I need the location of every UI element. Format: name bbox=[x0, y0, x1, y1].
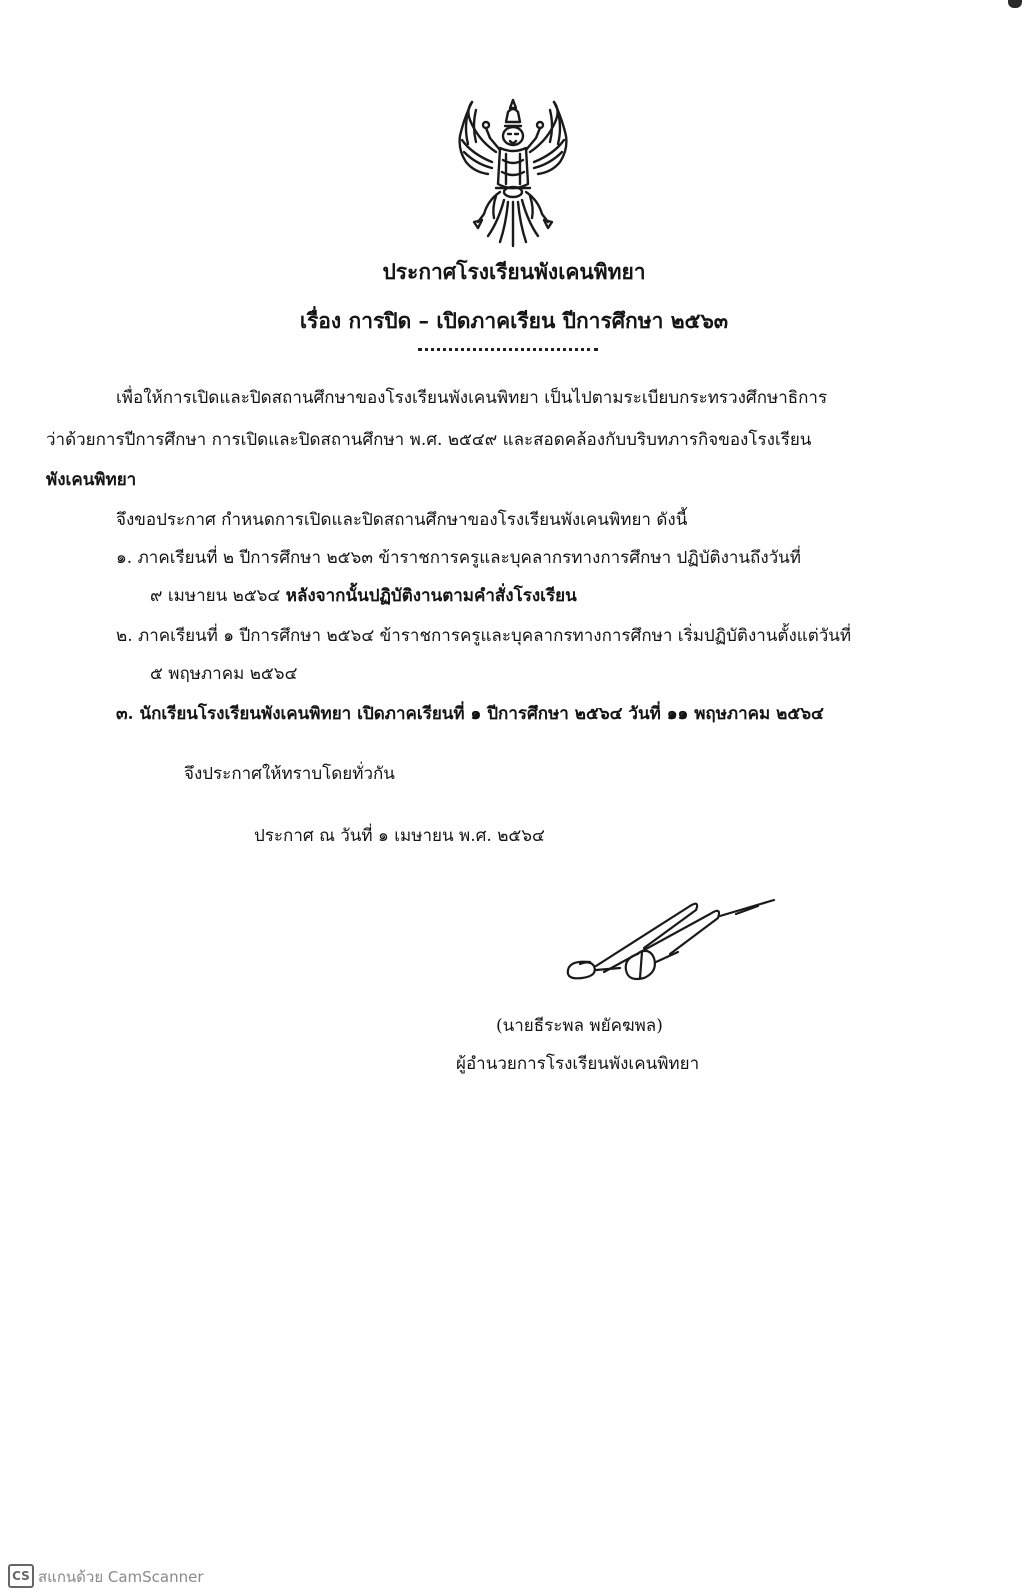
announcement-date: ประกาศ ณ วันที่ ๑ เมษายน พ.ศ. ๒๕๖๔ bbox=[254, 826, 545, 846]
signer-name: (นายธีระพล พยัคฆพล) bbox=[496, 1016, 663, 1036]
page-edge-mark bbox=[1008, 0, 1022, 8]
signer-position: ผู้อำนวยการโรงเรียนพังเคนพิทยา bbox=[456, 1054, 700, 1074]
garuda-emblem-icon bbox=[448, 92, 578, 250]
camscanner-watermark: สแกนด้วย CamScanner bbox=[38, 1568, 204, 1586]
closing-line: จึงประกาศให้ทราบโดยทั่วกัน bbox=[184, 764, 395, 784]
document-title: ประกาศโรงเรียนพังเคนพิทยา bbox=[382, 259, 646, 284]
list-item-3-line-1: ๓. นักเรียนโรงเรียนพังเคนพิทยา เปิดภาคเรียนที่ ๑ ปีการศึกษา ๒๕๖๔ วันที่ ๑๑ พฤษภาคม ๒๕๖๔ bbox=[116, 704, 824, 724]
list-item-1-line-1: ๑. ภาคเรียนที่ ๒ ปีการศึกษา ๒๕๖๓ ข้าราชการครูและบุคลากรทางการศึกษา ปฏิบัติงานถึงวันที่ bbox=[116, 548, 801, 568]
intro-line-3: พังเคนพิทยา bbox=[46, 470, 137, 490]
camscanner-logo-icon: CS bbox=[8, 1564, 34, 1588]
list-item-1-date: ๙ เมษายน ๒๕๖๔ bbox=[150, 586, 286, 606]
intro-line-1: เพื่อให้การเปิดและปิดสถานศึกษาของโรงเรียนพังเคนพิทยา เป็นไปตามระเบียบกระทรวงศึกษาธิการ bbox=[116, 388, 828, 408]
title-separator bbox=[418, 348, 598, 351]
document-subject: เรื่อง การปิด – เปิดภาคเรียน ปีการศึกษา ๒๕๖๓ bbox=[299, 308, 729, 333]
list-item-2-line-1: ๒. ภาคเรียนที่ ๑ ปีการศึกษา ๒๕๖๔ ข้าราชการครูและบุคลากรทางการศึกษา เริ่มปฏิบัติงานตั้งแต่วันที่ bbox=[116, 626, 852, 646]
intro-line-2: ว่าด้วยการปีการศึกษา การเปิดและปิดสถานศึกษา พ.ศ. ๒๕๔๙ และสอดคล้องกับบริบทภารกิจของโรงเรียน bbox=[46, 430, 812, 450]
announce-line: จึงขอประกาศ กำหนดการเปิดและปิดสถานศึกษาของโรงเรียนพังเคนพิทยา ดังนี้ bbox=[116, 510, 688, 530]
handwritten-signature bbox=[560, 892, 785, 992]
list-item-2-line-2: ๕ พฤษภาคม ๒๕๖๔ bbox=[150, 664, 298, 684]
list-item-1-note: หลังจากนั้นปฏิบัติงานตามคำสั่งโรงเรียน bbox=[285, 586, 577, 606]
list-item-1-line-2 bbox=[150, 582, 577, 609]
